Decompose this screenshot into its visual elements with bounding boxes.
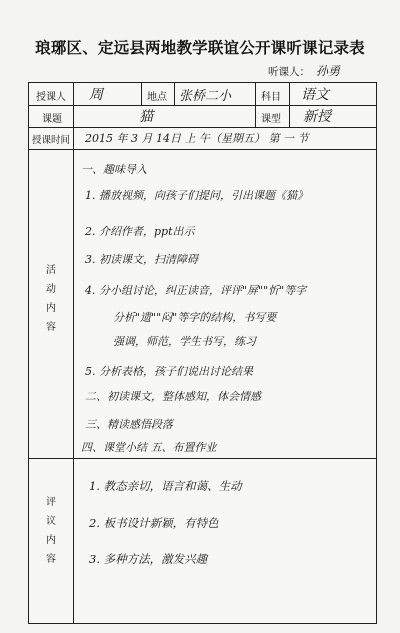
activity-line: 分析"遗""闷"等字的结构，书写要 — [113, 311, 277, 324]
activity-line: 一、趣味导入 — [81, 163, 147, 176]
evaluation-label-text: 评 议 内 容 — [46, 497, 56, 565]
activity-line: 三、精读感悟段落 — [85, 418, 173, 431]
evaluation-line: 2. 板书设计新颖，有特色 — [89, 516, 219, 530]
record-table — [28, 82, 377, 624]
cell-divider — [141, 83, 142, 105]
activity-line: 四、课堂小结 五、布置作业 — [81, 441, 217, 454]
row-divider — [29, 127, 376, 128]
activity-line: 3. 初读课文，扫清障碍 — [85, 253, 198, 266]
activity-line: 4. 分小组讨论，纠正读音，评评"屏""忻"等字 — [85, 284, 307, 297]
teacher-label: 授课人 — [36, 92, 66, 103]
label-column-divider — [73, 83, 74, 623]
teacher-value: 周 — [89, 87, 103, 103]
page-title: 琅琊区、定远县两地教学联谊公开课听课记录表 — [35, 39, 365, 57]
type-value: 新授 — [303, 109, 331, 125]
activity-line: 强调，师范，学生书写，练习 — [113, 335, 256, 348]
activity-label — [44, 261, 58, 337]
time-label: 授课时间 — [32, 135, 71, 146]
cell-divider — [289, 83, 290, 127]
listener-line — [268, 62, 340, 79]
topic-value: 猫 — [139, 109, 153, 125]
listener-label: 听课人： — [267, 66, 310, 78]
cell-divider — [255, 83, 256, 127]
evaluation-line: 3. 多种方法，激发兴趣 — [89, 552, 208, 566]
evaluation-line: 1. 教态亲切，语言和蔼、生动 — [89, 479, 242, 493]
activity-line: 2. 介绍作者，ppt出示 — [85, 225, 195, 238]
subject-value: 语文 — [301, 87, 329, 103]
section-divider — [29, 458, 376, 459]
place-value: 张桥二小 — [179, 89, 232, 104]
activity-line: 5. 分析表格，孩子们说出讨论结果 — [85, 365, 253, 378]
evaluation-label — [44, 493, 58, 569]
topic-label: 课题 — [42, 114, 62, 125]
row-divider — [29, 149, 376, 150]
place-label: 地点 — [147, 92, 167, 103]
listener-name: 孙勇 — [315, 64, 340, 78]
type-label: 课型 — [261, 114, 281, 125]
time-value: 2015 年 3 月 14日 上 午（星期五） 第 一 节 — [85, 132, 309, 145]
activity-label-text: 活 动 内 容 — [46, 265, 56, 333]
activity-line: 二、初读课文，整体感知，体会情感 — [85, 390, 261, 403]
subject-label: 科目 — [261, 92, 281, 103]
cell-divider — [174, 83, 175, 105]
activity-line: 1. 播放视频，向孩子们提问，引出课题《猫》 — [85, 189, 308, 202]
